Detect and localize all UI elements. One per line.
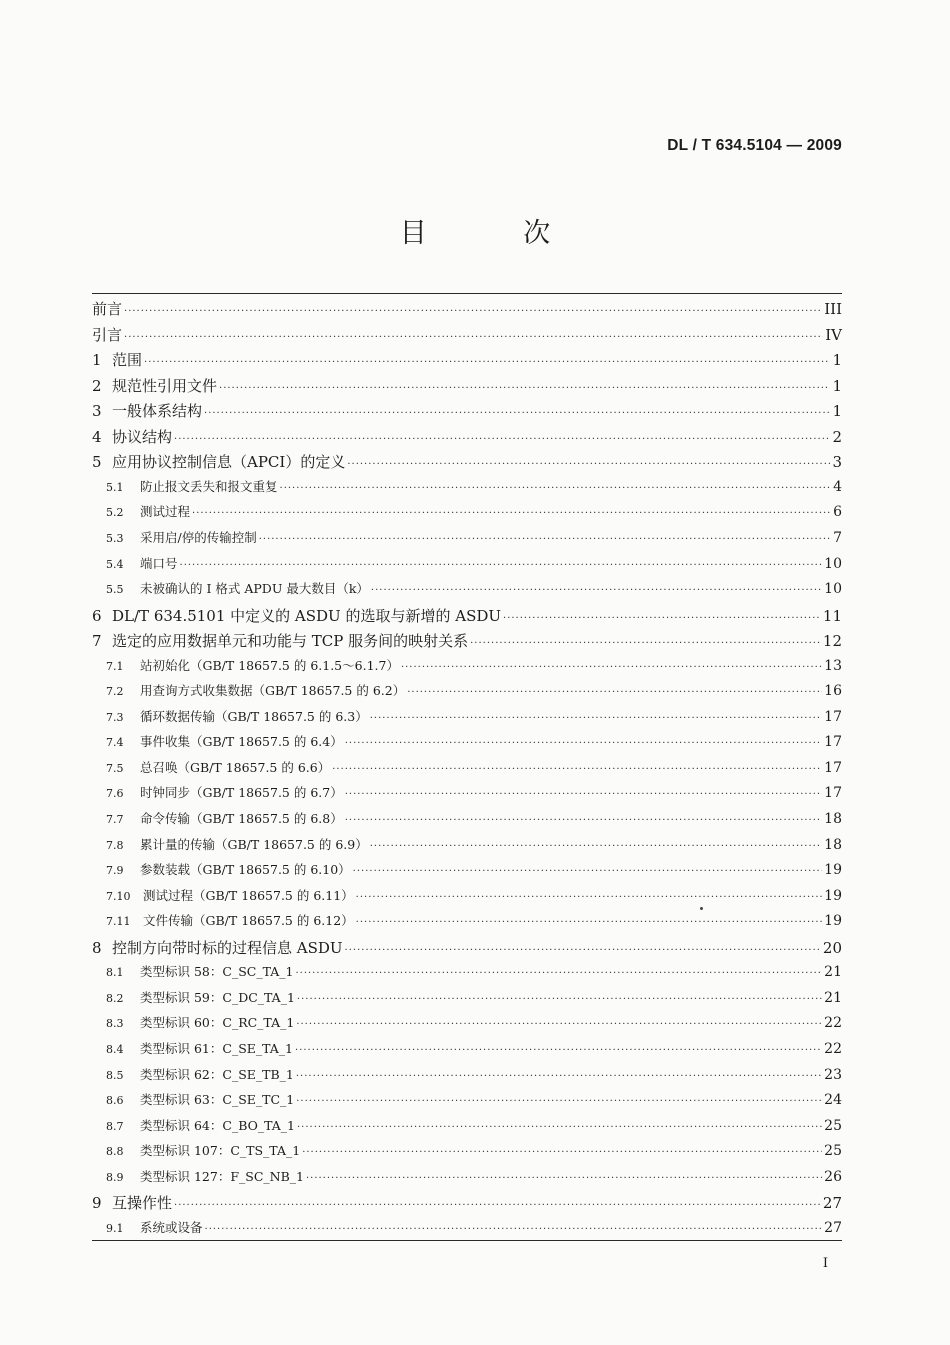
toc-dot-leader xyxy=(174,434,830,445)
toc-entry-page: 25 xyxy=(824,1143,842,1160)
toc-dot-leader xyxy=(296,1019,822,1030)
toc-entry-title: 选定的应用数据单元和功能与 TCP 服务间的映射关系 xyxy=(112,632,469,651)
toc-entry-page: 27 xyxy=(822,1194,842,1213)
document-id: DL / T 634.5104 — 2009 xyxy=(667,137,842,154)
toc-entry-title: 文件传输（GB/T 18657.5 的 6.12） xyxy=(143,913,354,929)
toc-dot-leader xyxy=(347,459,830,470)
toc-entry-number: 9.1 xyxy=(106,1221,124,1235)
toc-dot-leader xyxy=(407,687,822,698)
toc-entry-title: 互操作性 xyxy=(112,1194,173,1213)
toc-entry-title: 事件收集（GB/T 18657.5 的 6.4） xyxy=(140,734,343,750)
toc-entry[interactable] xyxy=(92,835,842,853)
toc-entry-page: IV xyxy=(825,325,842,344)
toc-entry-page: 17 xyxy=(824,734,842,751)
toc-entry[interactable] xyxy=(92,1192,842,1213)
toc-entry-page: 2 xyxy=(832,427,842,446)
toc-entry[interactable] xyxy=(92,426,842,447)
toc-entry-page: 18 xyxy=(824,811,842,827)
toc-entry-page: 1 xyxy=(832,376,842,395)
toc-entry-number: 7.1 xyxy=(106,659,124,673)
toc-entry-number: 5.1 xyxy=(106,480,124,494)
toc-entry[interactable] xyxy=(92,349,842,370)
toc-entry[interactable] xyxy=(92,579,842,597)
toc-entry-page: 12 xyxy=(822,632,842,651)
toc-entry-title: 测试过程 xyxy=(140,504,191,520)
toc-entry-page: 1 xyxy=(832,402,842,421)
toc-entry-page: 19 xyxy=(824,887,842,904)
toc-entry-number: 5.4 xyxy=(106,557,124,571)
toc-entry-number: 8.1 xyxy=(106,966,124,980)
toc-entry-title: 类型标识 61：C_SE_TA_1 xyxy=(140,1040,294,1056)
toc-dot-leader xyxy=(192,508,831,519)
toc-entry-title: 类型标识 127：F_SC_NB_1 xyxy=(140,1168,304,1184)
toc-entry[interactable] xyxy=(92,477,842,495)
toc-entry-title: 类型标识 62：C_SE_TB_1 xyxy=(140,1066,294,1082)
toc-entry-number: 7.11 xyxy=(106,915,131,929)
toc-entry-title: 站初始化（GB/T 18657.5 的 6.1.5～6.1.7） xyxy=(140,657,399,673)
toc-entry-number: 7.5 xyxy=(106,761,124,775)
toc-entry[interactable] xyxy=(92,911,842,929)
toc-dot-leader xyxy=(295,1045,822,1056)
toc-entry-number: 8.7 xyxy=(106,1119,124,1133)
toc-entry-title: 总召唤（GB/T 18657.5 的 6.6） xyxy=(140,759,331,775)
toc-entry[interactable] xyxy=(92,605,842,626)
toc-entry-number: 7.2 xyxy=(106,685,124,699)
toc-entry-number: 7 xyxy=(92,632,102,651)
toc-entry[interactable] xyxy=(92,988,842,1006)
toc-dot-leader xyxy=(124,332,823,343)
toc-entry-title: 参数装载（GB/T 18657.5 的 6.10） xyxy=(140,862,351,878)
toc-dot-leader xyxy=(470,638,821,649)
table-of-contents xyxy=(92,0,842,1345)
toc-entry-page: 22 xyxy=(824,1015,842,1032)
toc-entry-page: 3 xyxy=(832,453,842,472)
toc-entry[interactable] xyxy=(92,324,842,345)
toc-dot-leader xyxy=(503,613,821,624)
toc-entry-title: 范围 xyxy=(112,351,143,370)
toc-entry-number: 9 xyxy=(92,1194,102,1213)
toc-entry-title: 命令传输（GB/T 18657.5 的 6.8） xyxy=(140,811,343,826)
toc-entry-number: 7.4 xyxy=(106,736,124,750)
toc-entry[interactable] xyxy=(92,707,842,725)
toc-entry[interactable] xyxy=(92,1141,842,1159)
toc-entry-number: 7.10 xyxy=(106,889,131,903)
toc-entry-title: 循环数据传输（GB/T 18657.5 的 6.3） xyxy=(140,708,368,724)
toc-dot-leader xyxy=(370,841,822,852)
toc-dot-leader xyxy=(302,1147,822,1158)
toc-entry-number: 8.4 xyxy=(106,1042,124,1056)
toc-entry[interactable] xyxy=(92,554,842,572)
toc-entry-title: 防止报文丢失和报文重复 xyxy=(140,478,278,494)
toc-entry-number: 8.8 xyxy=(106,1145,124,1159)
toc-entry[interactable] xyxy=(92,502,842,520)
toc-entry-title: 引言 xyxy=(92,325,123,344)
toc-entry-number: 8 xyxy=(92,938,102,957)
toc-entry-number: 5.3 xyxy=(106,531,124,545)
toc-entry[interactable] xyxy=(92,528,842,546)
toc-entry-title: 前言 xyxy=(92,300,123,318)
toc-dot-leader xyxy=(144,357,830,368)
toc-entry[interactable] xyxy=(92,1167,842,1185)
toc-entry[interactable] xyxy=(92,451,842,472)
toc-entry-title: 类型标识 58：C_SC_TA_1 xyxy=(140,964,294,980)
toc-entry[interactable] xyxy=(92,400,842,421)
toc-dot-leader xyxy=(204,408,830,419)
toc-entry-title: 用查询方式收集数据（GB/T 18657.5 的 6.2） xyxy=(140,683,406,699)
toc-entry-number: 7.6 xyxy=(106,787,124,801)
toc-entry-title: 协议结构 xyxy=(112,427,173,446)
toc-entry[interactable] xyxy=(92,732,842,750)
toc-entry-number: 1 xyxy=(92,351,102,370)
toc-dot-leader xyxy=(345,815,822,826)
toc-dot-leader xyxy=(180,560,823,571)
toc-entry-page: 16 xyxy=(824,683,842,700)
toc-entry-number: 5 xyxy=(92,453,102,472)
toc-entry-page: 11 xyxy=(822,606,842,625)
toc-entry[interactable] xyxy=(92,1116,842,1134)
toc-entry-page: 19 xyxy=(824,913,842,930)
toc-entry-title: 一般体系结构 xyxy=(112,402,203,421)
toc-dot-leader xyxy=(345,945,821,956)
toc-dot-leader xyxy=(124,306,822,317)
toc-entry-title: 系统或设备 xyxy=(140,1219,203,1235)
toc-entry-page: 10 xyxy=(824,581,842,598)
toc-entry[interactable] xyxy=(92,809,842,827)
toc-entry-title: 未被确认的 I 格式 APDU 最大数目（k） xyxy=(140,581,369,597)
toc-entry-number: 2 xyxy=(92,376,102,395)
toc-entry[interactable] xyxy=(92,758,842,776)
toc-entry[interactable] xyxy=(92,681,842,699)
toc-entry[interactable] xyxy=(92,1065,842,1083)
toc-entry-page: III xyxy=(824,300,842,318)
toc-entry[interactable] xyxy=(92,298,842,319)
toc-entry-page: 1 xyxy=(832,351,842,370)
toc-entry-page: 6 xyxy=(833,504,842,521)
toc-dot-leader xyxy=(280,483,832,494)
toc-dot-leader xyxy=(371,585,822,596)
toc-entry[interactable] xyxy=(92,1090,842,1108)
toc-dot-leader xyxy=(295,968,822,979)
toc-entry-title: 类型标识 107：C_TS_TA_1 xyxy=(140,1143,301,1159)
toc-entry-title: 类型标识 60：C_RC_TA_1 xyxy=(140,1015,295,1031)
toc-entry-page: 7 xyxy=(833,529,842,546)
toc-entry-number: 8.2 xyxy=(106,991,124,1005)
toc-entry[interactable] xyxy=(92,630,842,651)
toc-entry-page: 4 xyxy=(833,478,842,495)
toc-entry-title: 类型标识 63：C_SE_TC_1 xyxy=(140,1092,295,1108)
toc-entry-page: 18 xyxy=(824,836,842,853)
toc-dot-leader xyxy=(259,534,831,545)
toc-entry-page: 26 xyxy=(824,1168,842,1185)
toc-entry-number: 6 xyxy=(92,606,102,625)
toc-entry-title: 规范性引用文件 xyxy=(112,376,218,395)
toc-entry-number: 3 xyxy=(92,402,102,421)
toc-entry-page: 27 xyxy=(824,1219,842,1236)
toc-entry-page: 21 xyxy=(824,964,842,981)
toc-entry-title: 控制方向带时标的过程信息 ASDU xyxy=(112,938,343,957)
toc-entry-title: 类型标识 59：C_DC_TA_1 xyxy=(140,989,295,1005)
toc-entry-number: 7.7 xyxy=(106,813,124,826)
toc-entry-page: 24 xyxy=(824,1092,842,1109)
toc-entry-title: 端口号 xyxy=(140,555,178,571)
toc-entry-number: 7.8 xyxy=(106,838,124,852)
toc-dot-leader xyxy=(174,1200,821,1211)
toc-entry-number: 5.2 xyxy=(106,506,124,520)
scan-speck xyxy=(700,907,703,910)
toc-entry[interactable] xyxy=(92,1218,842,1236)
toc-entry-page: 23 xyxy=(824,1066,842,1083)
toc-entry-page: 17 xyxy=(824,785,842,802)
toc-entry-title: 应用协议控制信息（APCI）的定义 xyxy=(112,453,346,472)
toc-dot-leader xyxy=(356,917,823,928)
toc-entry-number: 8.9 xyxy=(106,1170,124,1184)
toc-dot-leader xyxy=(345,789,822,800)
toc-entry-number: 8.5 xyxy=(106,1068,124,1082)
toc-entry-number: 4 xyxy=(92,427,102,446)
toc-dot-leader xyxy=(296,1071,822,1082)
toc-dot-leader xyxy=(353,866,823,877)
toc-entry-title: 类型标识 64：C_BO_TA_1 xyxy=(140,1117,295,1133)
toc-entry-page: 10 xyxy=(824,555,842,572)
toc-entry-page: 17 xyxy=(824,759,842,776)
toc-dot-leader xyxy=(297,994,822,1005)
toc-dot-leader xyxy=(306,1173,822,1184)
toc-entry-title: 时钟同步（GB/T 18657.5 的 6.7） xyxy=(140,785,343,801)
toc-entry-number: 7.9 xyxy=(106,864,124,878)
toc-entry-title: DL/T 634.5101 中定义的 ASDU 的选取与新增的 ASDU xyxy=(112,606,502,625)
toc-entry-page: 22 xyxy=(824,1040,842,1057)
toc-dot-leader xyxy=(345,738,822,749)
toc-dot-leader xyxy=(401,662,822,673)
toc-entry[interactable] xyxy=(92,886,842,904)
toc-dot-leader xyxy=(332,764,822,775)
toc-dot-leader xyxy=(205,1224,823,1235)
toc-dot-leader xyxy=(296,1096,822,1107)
toc-entry-page: 13 xyxy=(824,657,842,674)
toc-entry[interactable] xyxy=(92,860,842,878)
toc-dot-leader xyxy=(356,892,823,903)
toc-entry[interactable] xyxy=(92,1013,842,1031)
toc-entry-number: 8.6 xyxy=(106,1094,124,1108)
toc-entry-number: 5.5 xyxy=(106,583,124,597)
toc-entry[interactable] xyxy=(92,375,842,396)
toc-dot-leader xyxy=(297,1122,822,1133)
toc-entry[interactable] xyxy=(92,783,842,801)
page-title: 目 次 xyxy=(399,218,595,249)
toc-entry-page: 17 xyxy=(824,708,842,725)
toc-dot-leader xyxy=(370,713,822,724)
toc-entry-page: 20 xyxy=(822,938,842,957)
toc-entry[interactable] xyxy=(92,962,842,980)
toc-entry-number: 8.3 xyxy=(106,1017,124,1031)
toc-entry[interactable] xyxy=(92,1039,842,1057)
toc-dot-leader xyxy=(219,383,830,394)
toc-entry-page: 19 xyxy=(824,862,842,879)
toc-entry-title: 累计量的传输（GB/T 18657.5 的 6.9） xyxy=(140,836,368,852)
toc-entry-title: 测试过程（GB/T 18657.5 的 6.11） xyxy=(143,887,354,903)
toc-entry[interactable] xyxy=(92,937,842,958)
toc-entry-page: 21 xyxy=(824,989,842,1006)
toc-entry-title: 采用启/停的传输控制 xyxy=(140,529,257,545)
toc-entry-page: 25 xyxy=(824,1117,842,1134)
toc-entry[interactable] xyxy=(92,656,842,674)
page-number: I xyxy=(822,1256,828,1271)
toc-entry-number: 7.3 xyxy=(106,710,124,724)
